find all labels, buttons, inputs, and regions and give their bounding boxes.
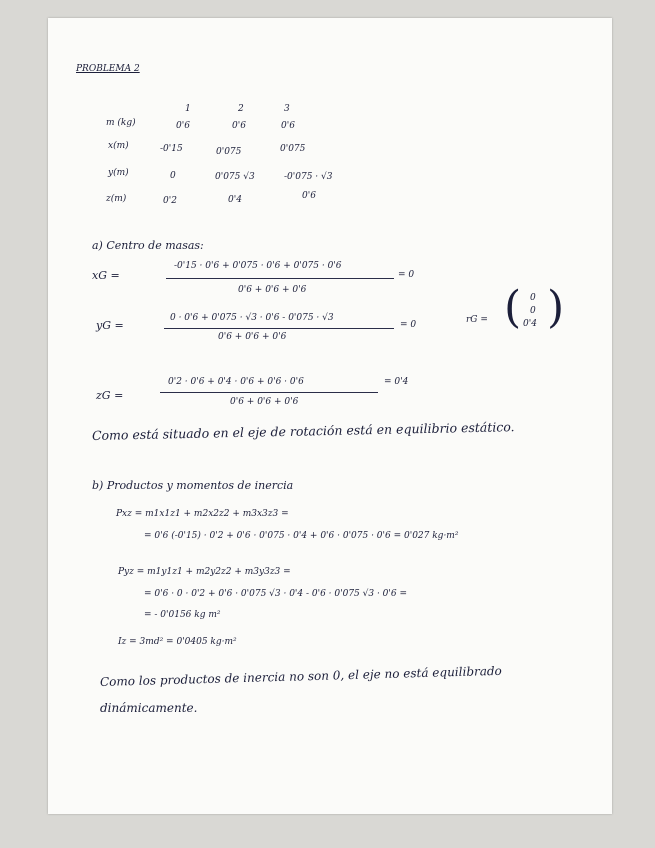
notebook-page — [48, 18, 612, 814]
table-cell: 0'6 — [176, 121, 190, 131]
table-cell: -0'15 — [160, 144, 183, 154]
table-cell: -0'075 · √3 — [284, 172, 333, 182]
table-row-label: m (kg) — [106, 118, 136, 128]
pyz-formula: Pyz = m1y1z1 + m2y2z2 + m3y3z3 = — [118, 567, 291, 577]
yg-denominator: 0'6 + 0'6 + 0'6 — [218, 332, 287, 342]
table-col-1: 1 — [185, 104, 191, 114]
pyz-substitution: = 0'6 · 0 · 0'2 + 0'6 · 0'075 √3 · 0'4 - 0'6 · 0'075 √3 · 0'6 = — [144, 589, 408, 599]
section-a-conclusion: Como está situado en el eje de rotación está en equilibrio estático. — [91, 419, 515, 443]
yg-fraction-line — [164, 328, 394, 329]
table-cell: 0'075 — [280, 144, 306, 154]
section-a-heading: a) Centro de masas: — [92, 239, 204, 252]
table-cell: 0'2 — [163, 196, 177, 206]
pxz-substitution: = 0'6 (-0'15) · 0'2 + 0'6 · 0'075 · 0'4 + 0'6 · 0'075 · 0'6 = 0'027 kg·m² — [144, 531, 459, 541]
zg-denominator: 0'6 + 0'6 + 0'6 — [230, 397, 299, 407]
table-col-2: 2 — [238, 104, 244, 114]
table-cell: 0'4 — [228, 195, 242, 205]
table-cell: 0'6 — [302, 191, 316, 201]
table-cell: 0'6 — [232, 121, 246, 131]
xg-lhs: xG = — [92, 269, 120, 282]
table-row-label: z(m) — [106, 194, 127, 204]
pyz-result: = - 0'0156 kg m² — [144, 610, 221, 620]
section-b-heading: b) Productos y momentos de inercia — [92, 479, 294, 492]
pxz-formula: Pxz = m1x1z1 + m2x2z2 + m3x3z3 = — [116, 509, 289, 519]
table-row-label: y(m) — [108, 168, 129, 178]
rg-left-paren: ( — [504, 282, 522, 333]
zg-fraction-line — [160, 392, 378, 393]
table-row-label: x(m) — [108, 141, 129, 151]
xg-denominator: 0'6 + 0'6 + 0'6 — [238, 285, 307, 295]
xg-fraction-line — [166, 278, 394, 279]
table-cell: 0'075 — [216, 147, 242, 157]
table-col-3: 3 — [284, 104, 290, 114]
rg-vector-lhs: rG = — [466, 315, 488, 325]
zg-numerator: 0'2 · 0'6 + 0'4 · 0'6 + 0'6 · 0'6 — [168, 377, 304, 387]
rg-right-paren: ) — [547, 282, 565, 333]
iz-formula: Iz = 3md² = 0'0405 kg·m² — [118, 637, 237, 647]
rg-vector-x: 0 — [530, 293, 536, 303]
problem-title: PROBLEMA 2 — [76, 64, 140, 74]
rg-vector-y: 0 — [530, 306, 536, 316]
section-b-conclusion-line1: Como los productos de inercia no son 0, el eje no está equilibrado — [99, 663, 502, 689]
yg-numerator: 0 · 0'6 + 0'075 · √3 · 0'6 - 0'075 · √3 — [170, 313, 334, 323]
yg-result: = 0 — [400, 320, 417, 330]
table-cell: 0'075 √3 — [215, 172, 255, 182]
xg-numerator: -0'15 · 0'6 + 0'075 · 0'6 + 0'075 · 0'6 — [174, 261, 342, 271]
table-cell: 0 — [170, 171, 176, 181]
rg-vector-z: 0'4 — [523, 319, 537, 329]
table-cell: 0'6 — [281, 121, 295, 131]
yg-lhs: yG = — [96, 319, 124, 332]
xg-result: = 0 — [398, 270, 415, 280]
section-b-conclusion-line2: dinámicamente. — [100, 701, 198, 715]
zg-result: = 0'4 — [384, 377, 409, 387]
zg-lhs: zG = — [96, 389, 124, 402]
